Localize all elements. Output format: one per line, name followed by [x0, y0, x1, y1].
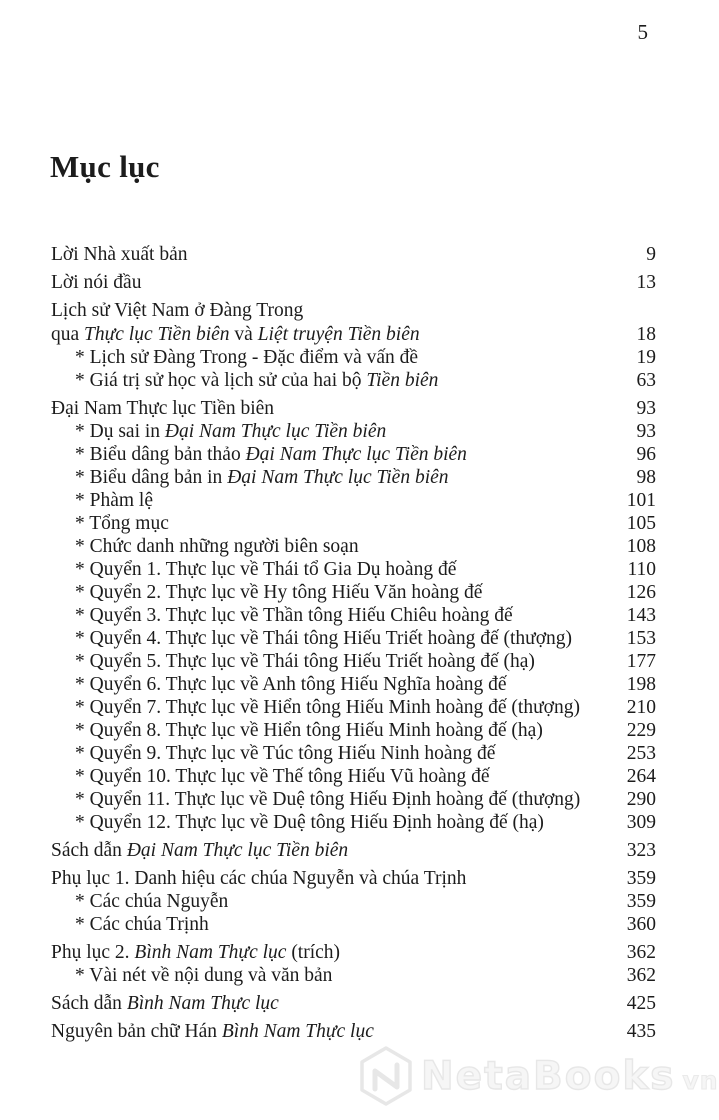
toc-title-segment: * Tổng mục: [75, 513, 169, 534]
toc-entry-title: [51, 839, 616, 862]
toc-row: [51, 867, 656, 890]
toc-title-segment: * Dụ sai in: [75, 421, 165, 442]
toc-row: [51, 558, 656, 581]
toc-entry-title: [51, 1020, 616, 1043]
toc-title-segment: * Quyển 12. Thực lục về Duệ tông Hiếu Định hoàng đế (hạ): [75, 812, 544, 833]
toc-title-segment: Sách dẫn: [51, 840, 127, 861]
toc-title-italic-segment: Đại Nam Thực lục Tiền biên: [245, 444, 467, 465]
toc-entry-title: [51, 811, 616, 834]
toc-entry-title: [51, 788, 616, 811]
toc-list: [51, 243, 656, 1043]
toc-entry-page: 290: [626, 789, 656, 810]
toc-entry-page: 323: [626, 840, 656, 861]
toc-entry-page: 264: [626, 766, 656, 787]
toc-entry-page: 126: [626, 582, 656, 603]
netabooks-watermark: [358, 1044, 719, 1108]
toc-title-segment: Sách dẫn: [51, 993, 127, 1014]
toc-entry-page: 153: [626, 628, 656, 649]
netabooks-logo-icon: [358, 1045, 414, 1107]
toc-entry-title: [51, 673, 616, 696]
toc-title-italic-segment: Bình Nam Thực lục: [126, 993, 279, 1014]
toc-title-italic-segment: Đại Nam Thực lục Tiền biên: [227, 467, 449, 488]
toc-title-segment: * Quyển 3. Thực lục về Thần tông Hiếu Chiêu hoàng đế: [75, 605, 513, 626]
toc-entry-title: [51, 765, 616, 788]
toc-title-segment: Lời Nhà xuất bản: [51, 244, 188, 265]
toc-title-segment: Phụ lục 1. Danh hiệu các chúa Nguyễn và chúa Trịnh: [51, 868, 467, 889]
toc-row: [51, 1020, 656, 1043]
page-title: Mục lục: [50, 149, 160, 184]
toc-entry-page: 359: [626, 868, 656, 889]
toc-title-segment: * Quyển 11. Thực lục về Duệ tông Hiếu Định hoàng đế (thượng): [75, 789, 581, 810]
toc-entry-page: 19: [636, 347, 656, 368]
toc-title-segment: Lời nói đầu: [51, 272, 142, 293]
toc-entry-page: 143: [626, 605, 656, 626]
toc-title-segment: * Các chúa Nguyễn: [75, 891, 229, 912]
toc-row: [51, 581, 656, 604]
toc-entry-page: 362: [626, 965, 656, 986]
toc-title-segment: Nguyên bản chữ Hán: [51, 1021, 222, 1042]
toc-entry-page: 425: [626, 993, 656, 1014]
toc-entry-page: 93: [636, 421, 656, 442]
toc-entry-title: [51, 466, 616, 489]
toc-title-segment: * Quyển 9. Thực lục về Túc tông Hiếu Ninh hoàng đế: [75, 743, 496, 764]
toc-row: [51, 839, 656, 862]
toc-entry-page: 9: [646, 244, 656, 265]
toc-title-segment: * Quyển 1. Thực lục về Thái tổ Gia Dụ hoàng đế: [75, 559, 457, 580]
toc-row: [51, 627, 656, 650]
toc-title-segment: * Quyển 7. Thực lục về Hiển tông Hiếu Minh hoàng đế (thượng): [75, 697, 580, 718]
toc-title-segment: * Vài nét về nội dung và văn bản: [75, 965, 333, 986]
toc-entry-title: [51, 489, 616, 512]
toc-title-italic-segment: Đại Nam Thực lục Tiền biên: [164, 421, 387, 442]
toc-row: [51, 765, 656, 788]
toc-entry-page: 253: [626, 743, 656, 764]
toc-row: [51, 397, 656, 420]
toc-entry-title: [51, 604, 616, 627]
toc-title-segment: * Biểu dâng bản in: [75, 467, 228, 488]
toc-entry-title: [51, 581, 616, 604]
toc-entry-title: [51, 299, 616, 322]
toc-title-segment: Lịch sử Việt Nam ở Đàng Trong: [51, 300, 304, 321]
toc-entry-page: 18: [636, 324, 656, 345]
toc-title-segment: * Quyển 8. Thực lục về Hiển tông Hiếu Minh hoàng đế (hạ): [75, 720, 543, 741]
toc-title-italic-segment: Bình Nam Thực lục: [134, 942, 287, 963]
toc-row: [51, 420, 656, 443]
toc-entry-page: 110: [627, 559, 656, 580]
toc-title-segment: * Quyển 4. Thực lục về Thái tông Hiếu Triết hoàng đế (thượng): [75, 628, 573, 649]
toc-entry-title: [51, 443, 616, 466]
toc-title-segment: * Lịch sử Đàng Trong - Đặc điểm và vấn đề: [75, 347, 419, 368]
toc-title-italic-segment: Bình Nam Thực lục: [221, 1021, 374, 1042]
toc-title-segment: Đại Nam Thực lục Tiền biên: [51, 398, 275, 419]
toc-entry-title: [51, 627, 616, 650]
toc-entry-title: [51, 512, 616, 535]
toc-row: [51, 673, 656, 696]
toc-entry-title: [51, 323, 616, 346]
toc-row: [51, 466, 656, 489]
toc-entry-page: 63: [636, 370, 656, 391]
toc-row: [51, 604, 656, 627]
toc-entry-page: 177: [626, 651, 656, 672]
toc-entry-title: [51, 719, 616, 742]
toc-title-segment: * Quyển 6. Thực lục về Anh tông Hiếu Nghĩa hoàng đế: [75, 674, 507, 695]
toc-entry-title: [51, 964, 616, 987]
toc-entry-title: [51, 992, 616, 1015]
toc-row: [51, 512, 656, 535]
toc-title-segment: * Các chúa Trịnh: [75, 914, 209, 935]
toc-title-italic-segment: Tiền biên: [366, 370, 439, 391]
toc-row: [51, 489, 656, 512]
toc-entry-title: [51, 271, 616, 294]
toc-entry-title: [51, 558, 616, 581]
toc-entry-page: 105: [626, 513, 656, 534]
toc-row: [51, 696, 656, 719]
netabooks-tld: vn: [682, 1065, 719, 1095]
toc-entry-page: 101: [626, 490, 656, 511]
toc-title-segment: (trích): [286, 942, 341, 963]
toc-row: [51, 811, 656, 834]
toc-title-segment: Phụ lục 2.: [51, 942, 135, 963]
toc-row: [51, 992, 656, 1015]
toc-row: [51, 719, 656, 742]
toc-entry-title: [51, 867, 616, 890]
toc-title-segment: qua: [51, 324, 85, 345]
toc-row: [51, 913, 656, 936]
toc-title-segment: * Quyển 2. Thực lục về Hy tông Hiếu Văn hoàng đế: [75, 582, 483, 603]
toc-entry-title: [51, 397, 616, 420]
toc-row: [51, 941, 656, 964]
toc-entry-page: 360: [626, 914, 656, 935]
toc-entry-page: 362: [626, 942, 656, 963]
toc-entry-title: [51, 369, 616, 392]
toc-title-italic-segment: Thực lục Tiền biên: [84, 324, 230, 345]
toc-entry-title: [51, 913, 616, 936]
toc-entry-page: 96: [636, 444, 656, 465]
toc-title-segment: và: [229, 324, 258, 345]
toc-row: [51, 535, 656, 558]
toc-title-segment: * Biểu dâng bản thảo: [75, 444, 246, 465]
toc-entry-title: [51, 346, 616, 369]
toc-entry-page: 229: [626, 720, 656, 741]
toc-row: [51, 650, 656, 673]
toc-title-segment: * Quyển 10. Thực lục về Thế tông Hiếu Vũ hoàng đế: [75, 766, 490, 787]
toc-entry-page: 210: [626, 697, 656, 718]
toc-row: [51, 369, 656, 392]
toc-row: [51, 299, 656, 322]
toc-entry-page: 98: [636, 467, 656, 488]
toc-row: [51, 742, 656, 765]
toc-title-segment: * Phàm lệ: [75, 490, 153, 511]
toc-entry-page: 309: [626, 812, 656, 833]
toc-row: [51, 788, 656, 811]
netabooks-wordmark: NetaBooks: [421, 1053, 676, 1099]
toc-entry-title: [51, 650, 616, 673]
toc-entry-title: [51, 696, 616, 719]
toc-row: [51, 890, 656, 913]
toc-entry-title: [51, 890, 616, 913]
toc-title-italic-segment: Liệt truyện Tiền biên: [257, 324, 420, 345]
toc-entry-title: [51, 941, 616, 964]
toc-entry-title: [51, 535, 616, 558]
toc-title-segment: * Giá trị sử học và lịch sử của hai bộ: [75, 370, 367, 391]
toc-title-segment: * Quyển 5. Thực lục về Thái tông Hiếu Triết hoàng đế (hạ): [75, 651, 535, 672]
toc-entry-page: 435: [626, 1021, 656, 1042]
toc-row: [51, 243, 656, 266]
toc-entry-page: 13: [636, 272, 656, 293]
toc-entry-title: [51, 742, 616, 765]
toc-entry-page: 198: [626, 674, 656, 695]
toc-title-segment: * Chức danh những người biên soạn: [75, 536, 359, 557]
toc-entry-title: [51, 243, 616, 266]
toc-entry-page: 108: [626, 536, 656, 557]
toc-entry-title: [51, 420, 616, 443]
page-number: 5: [637, 20, 648, 44]
toc-row: [51, 443, 656, 466]
toc-entry-page: 359: [626, 891, 656, 912]
toc-title-italic-segment: Đại Nam Thực lục Tiền biên: [126, 840, 349, 861]
toc-row: [51, 323, 656, 346]
toc-entry-page: 93: [636, 398, 656, 419]
toc-row: [51, 346, 656, 369]
toc-row: [51, 964, 656, 987]
toc-row: [51, 271, 656, 294]
